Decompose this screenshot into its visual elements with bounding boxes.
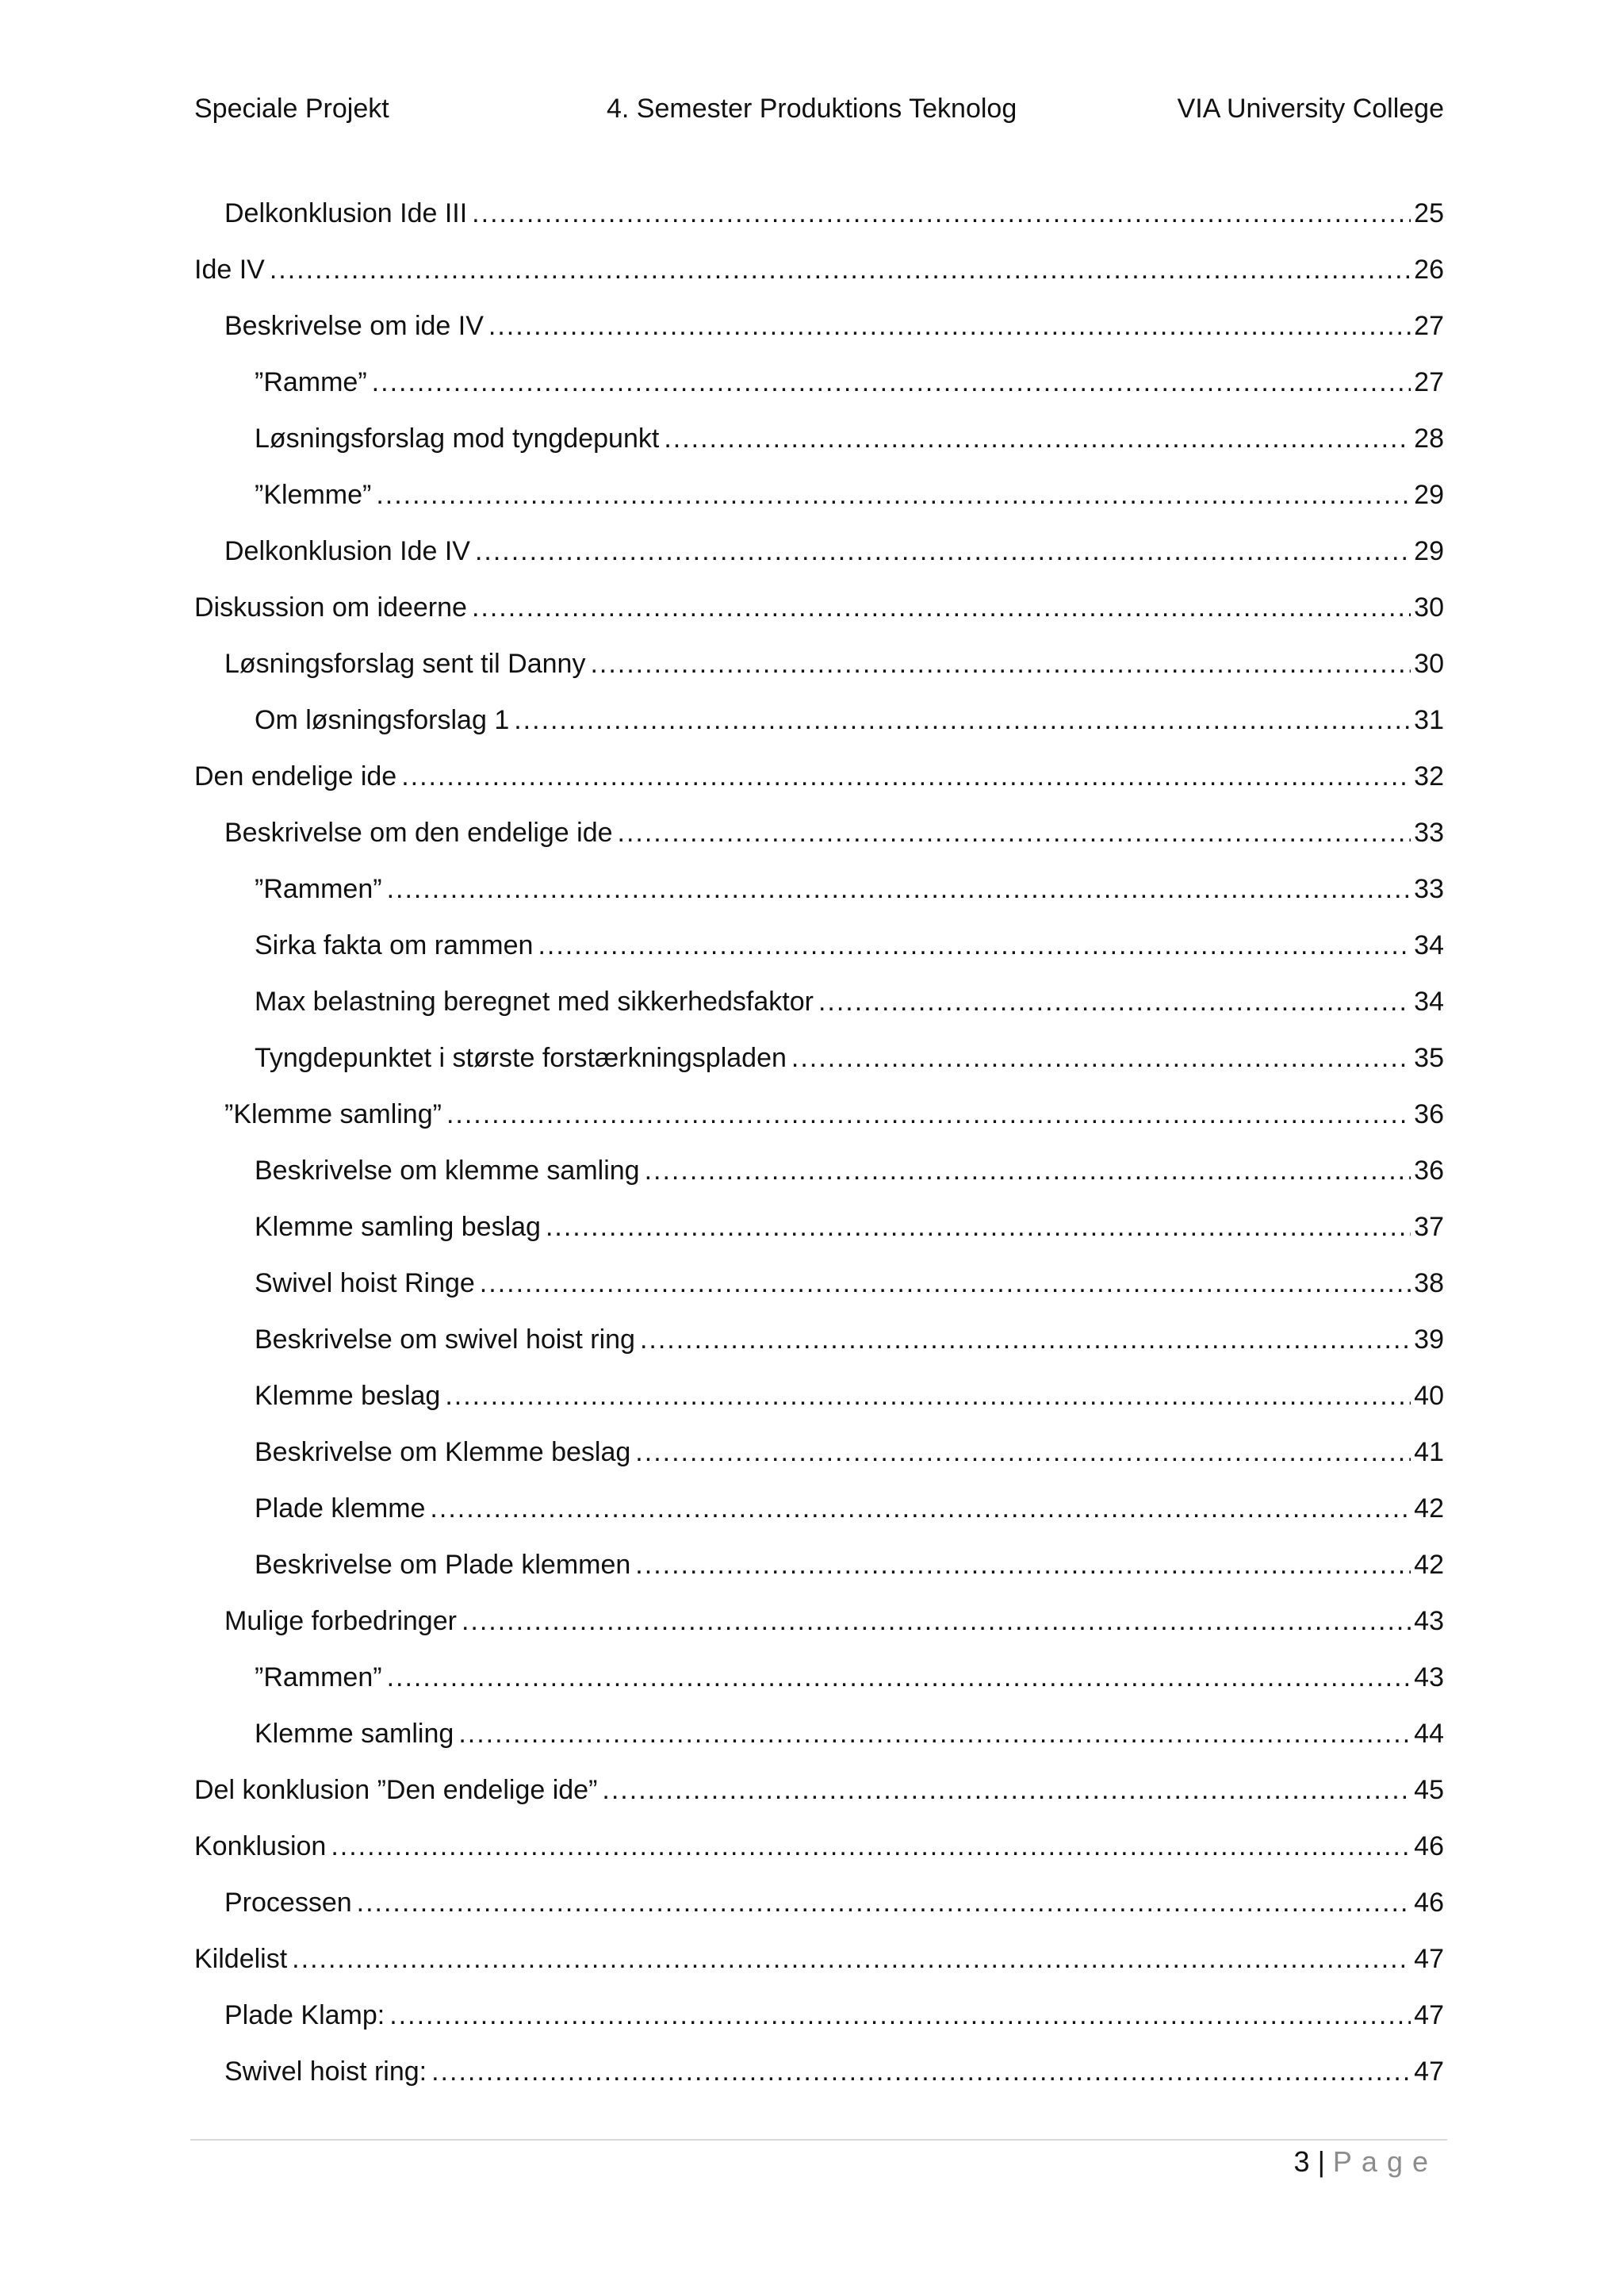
toc-entry-title: Klemme samling beslag (255, 1212, 541, 1242)
toc-entry-page: 38 (1414, 1268, 1444, 1298)
toc-entry[interactable] (194, 981, 1444, 1037)
toc-leader-dots (462, 1600, 1411, 1642)
footer-separator: | (1317, 2145, 1325, 2178)
toc-entry-title: Plade Klamp: (224, 2000, 385, 2030)
toc-entry[interactable] (194, 1263, 1444, 1319)
toc-entry-title: Beskrivelse om swivel hoist ring (255, 1324, 635, 1355)
toc-leader-dots (472, 587, 1411, 628)
toc-entry-title: Beskrivelse om Klemme beslag (255, 1437, 631, 1467)
toc-leader-dots (635, 1432, 1411, 1473)
toc-entry-title: Mulige forbedringer (224, 1606, 457, 1636)
toc-entry[interactable] (194, 1544, 1444, 1600)
toc-leader-dots (292, 1938, 1411, 1980)
toc-entry-page: 46 (1414, 1831, 1444, 1861)
toc-entry[interactable] (194, 1037, 1444, 1094)
toc-leader-dots (602, 1769, 1411, 1811)
footer-page-label: Page (1332, 2145, 1438, 2178)
toc-leader-dots (357, 1882, 1411, 1923)
toc-entry-page: 25 (1414, 198, 1444, 228)
toc-leader-dots (376, 474, 1411, 516)
toc-entry-title: Om løsningsforslag 1 (255, 705, 510, 735)
toc-entry-page: 28 (1414, 424, 1444, 454)
toc-entry-title: Diskussion om ideerne (194, 592, 467, 623)
toc-entry[interactable] (194, 2051, 1444, 2107)
toc-entry-title: Løsningsforslag mod tyngdepunkt (255, 424, 660, 454)
toc-entry-page: 37 (1414, 1212, 1444, 1242)
toc-entry-page: 33 (1414, 874, 1444, 904)
toc-leader-dots (514, 700, 1411, 741)
toc-entry-page: 44 (1414, 1719, 1444, 1749)
toc-entry-page: 36 (1414, 1156, 1444, 1186)
toc-entry-page: 27 (1414, 311, 1444, 341)
toc-entry-title: Beskrivelse om Plade klemmen (255, 1550, 631, 1580)
toc-entry-title: Klemme beslag (255, 1381, 441, 1411)
footer-divider (190, 2139, 1447, 2141)
toc-leader-dots (372, 362, 1411, 403)
toc-entry[interactable] (194, 193, 1444, 249)
toc-leader-dots (431, 2051, 1411, 2092)
toc-leader-dots (389, 1995, 1411, 2036)
toc-entry[interactable] (194, 1826, 1444, 1882)
toc-entry-page: 34 (1414, 987, 1444, 1017)
toc-entry[interactable] (194, 1094, 1444, 1150)
toc-entry-page: 40 (1414, 1381, 1444, 1411)
toc-entry-title: Løsningsforslag sent til Danny (224, 649, 586, 679)
toc-entry[interactable] (194, 868, 1444, 925)
toc-leader-dots (635, 1544, 1411, 1585)
toc-entry-page: 39 (1414, 1324, 1444, 1355)
toc-entry-title: Beskrivelse om den endelige ide (224, 818, 613, 848)
header-right-text: VIA University College (1177, 94, 1444, 124)
toc-leader-dots (480, 1263, 1411, 1304)
toc-entry-title: ”Klemme” (255, 480, 372, 510)
toc-leader-dots (331, 1826, 1411, 1867)
toc-entry-title: Delkonklusion Ide III (224, 198, 468, 228)
toc-entry-title: Del konklusion ”Den endelige ide” (194, 1775, 598, 1805)
toc-entry[interactable] (194, 1769, 1444, 1826)
toc-entry-page: 46 (1414, 1888, 1444, 1918)
toc-leader-dots (791, 1037, 1411, 1079)
toc-entry-page: 29 (1414, 536, 1444, 566)
toc-entry[interactable] (194, 1882, 1444, 1938)
toc-entry-title: Klemme samling (255, 1719, 454, 1749)
toc-entry[interactable] (194, 587, 1444, 643)
toc-leader-dots (445, 1375, 1411, 1416)
toc-entry-page: 33 (1414, 818, 1444, 848)
toc-entry-title: Tyngdepunktet i største forstærkningspladen (255, 1043, 787, 1073)
header-center-text: 4. Semester Produktions Teknolog (607, 94, 1017, 124)
toc-entry-page: 36 (1414, 1099, 1444, 1129)
toc-entry-page: 29 (1414, 480, 1444, 510)
toc-entry-page: 31 (1414, 705, 1444, 735)
toc-entry[interactable] (194, 1375, 1444, 1432)
toc-leader-dots (387, 868, 1411, 910)
toc-leader-dots (472, 193, 1411, 234)
toc-entry-page: 32 (1414, 761, 1444, 792)
toc-entry-page: 26 (1414, 255, 1444, 285)
toc-leader-dots (590, 643, 1411, 684)
toc-entry-title: ”Ramme” (255, 367, 367, 397)
toc-entry[interactable] (194, 1938, 1444, 1995)
toc-leader-dots (387, 1657, 1411, 1698)
toc-leader-dots (664, 418, 1411, 459)
toc-entry-page: 30 (1414, 592, 1444, 623)
toc-entry[interactable] (194, 1432, 1444, 1488)
toc-leader-dots (430, 1488, 1411, 1529)
table-of-contents (194, 193, 1444, 2107)
toc-entry[interactable] (194, 1488, 1444, 1544)
toc-entry-page: 34 (1414, 930, 1444, 960)
toc-entry[interactable] (194, 643, 1444, 700)
toc-entry-page: 43 (1414, 1662, 1444, 1692)
toc-entry[interactable] (194, 1713, 1444, 1769)
toc-entry-title: Processen (224, 1888, 352, 1918)
toc-entry-page: 42 (1414, 1550, 1444, 1580)
toc-entry[interactable] (194, 756, 1444, 812)
toc-entry[interactable] (194, 531, 1444, 587)
toc-entry[interactable] (194, 474, 1444, 531)
toc-entry-page: 42 (1414, 1493, 1444, 1524)
toc-entry-title: Beskrivelse om klemme samling (255, 1156, 640, 1186)
toc-leader-dots (458, 1713, 1411, 1754)
toc-entry[interactable] (194, 1150, 1444, 1206)
toc-leader-dots (446, 1094, 1411, 1135)
toc-entry-page: 41 (1414, 1437, 1444, 1467)
toc-entry[interactable] (194, 812, 1444, 868)
page-header (194, 94, 1444, 141)
toc-entry-title: ”Rammen” (255, 1662, 382, 1692)
toc-entry[interactable] (194, 1319, 1444, 1375)
toc-entry-title: Den endelige ide (194, 761, 397, 792)
toc-entry-title: Swivel hoist ring: (224, 2056, 427, 2087)
toc-leader-dots (488, 305, 1411, 347)
toc-entry[interactable] (194, 1995, 1444, 2051)
toc-leader-dots (546, 1206, 1411, 1248)
toc-entry-page: 47 (1414, 2000, 1444, 2030)
toc-entry[interactable] (194, 362, 1444, 418)
toc-entry[interactable] (194, 925, 1444, 981)
toc-entry-title: Ide IV (194, 255, 265, 285)
toc-entry[interactable] (194, 418, 1444, 474)
toc-entry-title: Delkonklusion Ide IV (224, 536, 470, 566)
header-left-text: Speciale Projekt (194, 94, 389, 124)
toc-entry-title: Kildelist (194, 1944, 288, 1974)
toc-entry[interactable] (194, 249, 1444, 305)
toc-entry-page: 47 (1414, 2056, 1444, 2087)
footer-page-number: 3 (1293, 2145, 1310, 2178)
toc-entry-title: Konklusion (194, 1831, 327, 1861)
toc-entry[interactable] (194, 1206, 1444, 1263)
toc-entry[interactable] (194, 305, 1444, 362)
toc-entry[interactable] (194, 1600, 1444, 1657)
toc-entry-page: 27 (1414, 367, 1444, 397)
page-footer (1294, 2145, 1438, 2179)
toc-leader-dots (401, 756, 1411, 797)
toc-leader-dots (640, 1319, 1411, 1360)
toc-entry-page: 43 (1414, 1606, 1444, 1636)
toc-leader-dots (818, 981, 1411, 1022)
toc-entry-page: 30 (1414, 649, 1444, 679)
toc-entry[interactable] (194, 1657, 1444, 1713)
toc-leader-dots (645, 1150, 1411, 1191)
toc-entry-page: 45 (1414, 1775, 1444, 1805)
toc-entry-title: Sirka fakta om rammen (255, 930, 534, 960)
toc-entry-title: Max belastning beregnet med sikkerhedsfaktor (255, 987, 814, 1017)
toc-entry-title: ”Klemme samling” (224, 1099, 442, 1129)
toc-entry-title: Swivel hoist Ringe (255, 1268, 475, 1298)
toc-entry-title: Plade klemme (255, 1493, 426, 1524)
toc-leader-dots (475, 531, 1411, 572)
toc-entry-page: 35 (1414, 1043, 1444, 1073)
toc-entry[interactable] (194, 700, 1444, 756)
toc-entry-title: ”Rammen” (255, 874, 382, 904)
toc-entry-title: Beskrivelse om ide IV (224, 311, 484, 341)
toc-leader-dots (538, 925, 1411, 966)
toc-leader-dots (270, 249, 1411, 290)
toc-entry-page: 47 (1414, 1944, 1444, 1974)
toc-leader-dots (618, 812, 1411, 853)
